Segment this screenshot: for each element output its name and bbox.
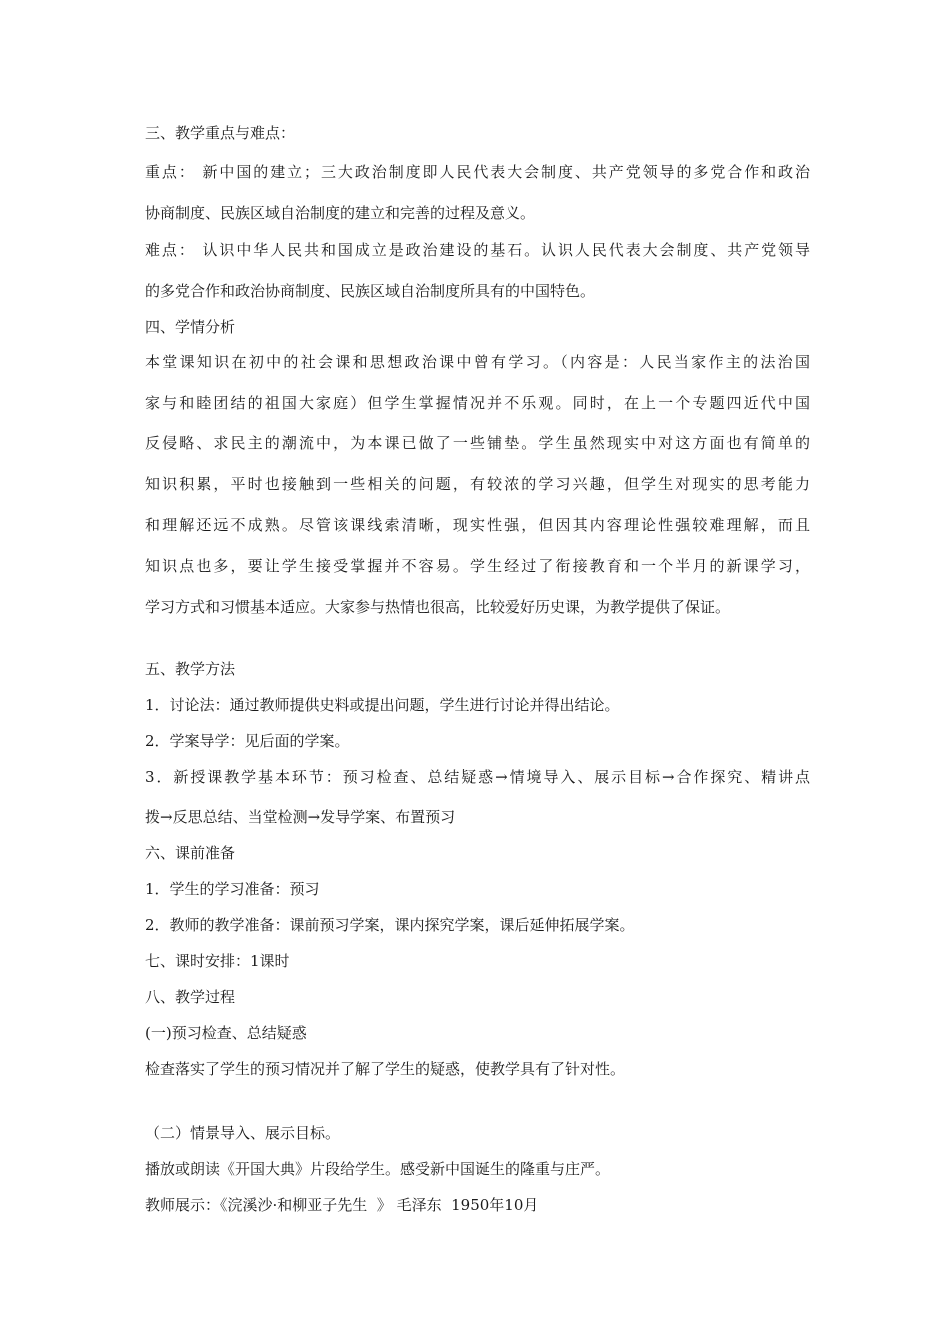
teacher-display-line: 教师展示：《浣溪沙·和柳亚子先生 》 毛泽东 1950年10月: [145, 1196, 539, 1214]
method-item-1: 1．讨论法：通过教师提供史料或提出问题，学生进行讨论并得出结论。: [145, 696, 620, 714]
section-heading-8: 八、教学过程: [145, 988, 236, 1006]
prep-item-1: 1．学生的学习准备：预习: [145, 880, 320, 898]
section-heading-7: 七、课时安排：1课时: [145, 952, 290, 970]
method-item-3-line-2: 拨→反思总结、当堂检测→发导学案、布置预习: [145, 808, 456, 826]
difficult-points-line-1: 难点： 认识中华人民共和国成立是政治建设的基石。认识人民代表大会制度、共产党领导: [145, 241, 810, 259]
analysis-line-5: 和理解还远不成熟。尽管该课线索清晰，现实性强，但因其内容理论性强较难理解，而且: [145, 516, 810, 534]
subheading-2: （二）情景导入、展示目标。: [145, 1124, 341, 1142]
analysis-line-7: 学习方式和习惯基本适应。大家参与热情也很高，比较爱好历史课，为教学提供了保证。: [145, 598, 731, 616]
key-points-line-1: 重点： 新中国的建立；三大政治制度即人民代表大会制度、共产党领导的多党合作和政治: [145, 163, 810, 181]
section-heading-4: 四、学情分析: [145, 318, 236, 336]
method-item-2: 2．学案导学：见后面的学案。: [145, 732, 350, 750]
section-heading-6: 六、课前准备: [145, 844, 236, 862]
analysis-line-4: 知识积累，平时也接触到一些相关的问题，有较浓的学习兴趣，但学生对现实的思考能力: [145, 475, 810, 493]
difficult-points-line-2: 的多党合作和政治协商制度、民族区域自治制度所具有的中国特色。: [145, 282, 596, 300]
subheading-1: (一)预习检查、总结疑惑: [145, 1024, 307, 1042]
analysis-line-2: 家与和睦团结的祖国大家庭）但学生掌握情况并不乐观。同时，在上一个专题四近代中国: [145, 394, 810, 412]
section-heading-5: 五、教学方法: [145, 660, 236, 678]
section-heading-3: 三、教学重点与难点：: [145, 124, 296, 142]
key-points-line-2: 协商制度、民族区域自治制度的建立和完善的过程及意义。: [145, 204, 536, 222]
analysis-line-1: 本堂课知识在初中的社会课和思想政治课中曾有学习。（内容是：人民当家作主的法治国: [145, 353, 810, 371]
method-item-3-line-1: 3．新授课教学基本环节：预习检查、总结疑惑→情境导入、展示目标→合作探究、精讲点: [145, 768, 810, 786]
prep-item-2: 2．教师的教学准备：课前预习学案，课内探究学案，课后延伸拓展学案。: [145, 916, 635, 934]
paragraph-play-video: 播放或朗读《开国大典》片段给学生。感受新中国诞生的隆重与庄严。: [145, 1160, 611, 1178]
analysis-line-3: 反侵略、求民主的潮流中，为本课已做了一些铺垫。学生虽然现实中对这方面也有简单的: [145, 434, 810, 452]
analysis-line-6: 知识点也多，要让学生接受掌握并不容易。学生经过了衔接教育和一个半月的新课学习，: [145, 557, 810, 575]
paragraph-preview-check: 检查落实了学生的预习情况并了解了学生的疑惑，使教学具有了针对性。: [145, 1060, 626, 1078]
